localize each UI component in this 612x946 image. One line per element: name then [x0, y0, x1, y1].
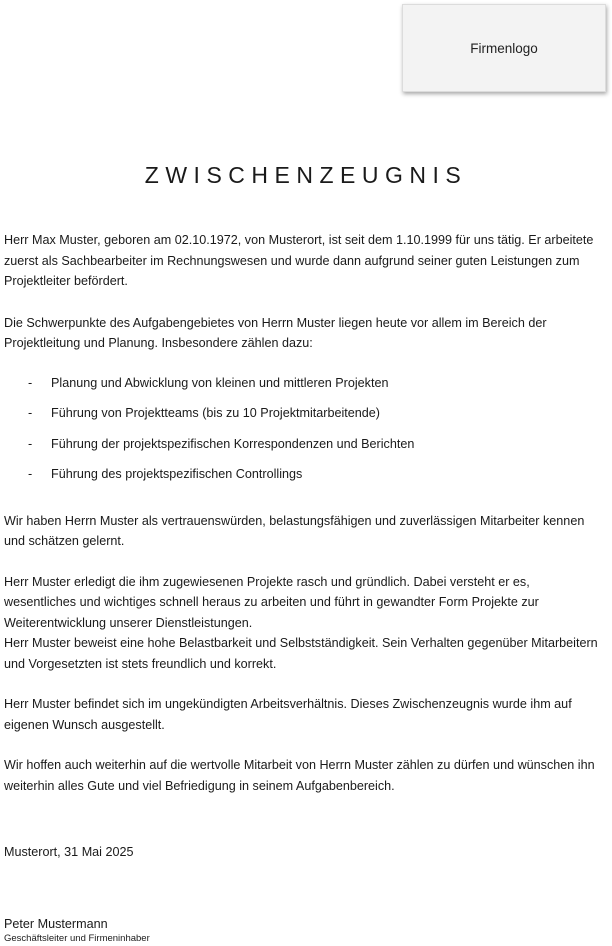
document-title: ZWISCHENZEUGNIS: [144, 162, 468, 188]
paragraph-trust: Wir haben Herrn Muster als vertrauenswürden, belastungsfähigen und zuverlässigen Mitarbeiter kennen und schätzen gelernt.: [4, 513, 585, 548]
paragraph-intro: Herr Max Muster, geboren am 02.10.1972, von Musterort, ist seit dem 1.10.1999 für uns tätig. Er arbeitete zuerst als Sachbearbeiter im Rechnungswesen und wurde dann aufgrund seiner guten Leistungen zum Projektleiter befördert.: [4, 233, 594, 288]
document-body: [4, 230, 604, 796]
paragraph-focus: Die Schwerpunkte des Aufgabengebietes von Herrn Muster liegen heute vor allem im Bereich der Projektleitung und Planung. Insbesondere zählen dazu:: [4, 315, 547, 350]
logo-label: Firmenlogo: [470, 40, 538, 56]
list-item-text: Führung des projektspezifischen Controllings: [51, 467, 303, 481]
paragraph-status: Herr Muster befindet sich im ungekündigten Arbeitsverhältnis. Dieses Zwischenzeugnis wurde ihm auf eigenen Wunsch ausgestellt.: [4, 697, 572, 732]
paragraph-wishes: Wir hoffen auch weiterhin auf die wertvolle Mitarbeit von Herrn Muster zählen zu dürfen und wünschen ihn weiterhin alles Gute und viel Befriedigung in seinem Aufgabenbereich.: [4, 758, 595, 793]
list-item: [4, 464, 604, 485]
paragraph-performance: Herr Muster erledigt die ihm zugewiesenen Projekte rasch und gründlich. Dabei versteht er es, wesentliches und wichtiges schnell heraus zu arbeiten und führt in gewandter Form Projekte zur Weiterentwicklung unserer Dienstleistungen.: [4, 574, 539, 630]
list-dash: -: [28, 467, 33, 481]
task-list: [4, 373, 604, 485]
list-item-text: Führung von Projektteams (bis zu 10 Projektmitarbeitende): [51, 406, 380, 420]
place-date: Musterort, 31 Mai 2025: [4, 845, 134, 859]
signer-role: Geschäftsleiter und Firmeninhaber: [4, 933, 150, 944]
company-logo-placeholder: [402, 4, 606, 92]
list-dash: -: [28, 375, 33, 390]
list-item: [4, 373, 604, 394]
list-item-text: Führung der projektspezifischen Korrespondenzen und Berichten: [51, 436, 415, 451]
paragraph-behaviour: Herr Muster beweist eine hohe Belastbarkeit und Selbstständigkeit. Sein Verhalten gegenüber Mitarbeitern und Vorgesetzten ist stets freundlich und korrekt.: [4, 636, 598, 671]
list-item: [4, 403, 604, 424]
list-dash: -: [28, 436, 33, 451]
list-dash: -: [28, 406, 33, 420]
signer-name: Peter Mustermann: [4, 917, 108, 931]
list-item-text: Planung und Abwicklung von kleinen und mittleren Projekten: [51, 375, 389, 390]
list-item: [4, 434, 604, 455]
